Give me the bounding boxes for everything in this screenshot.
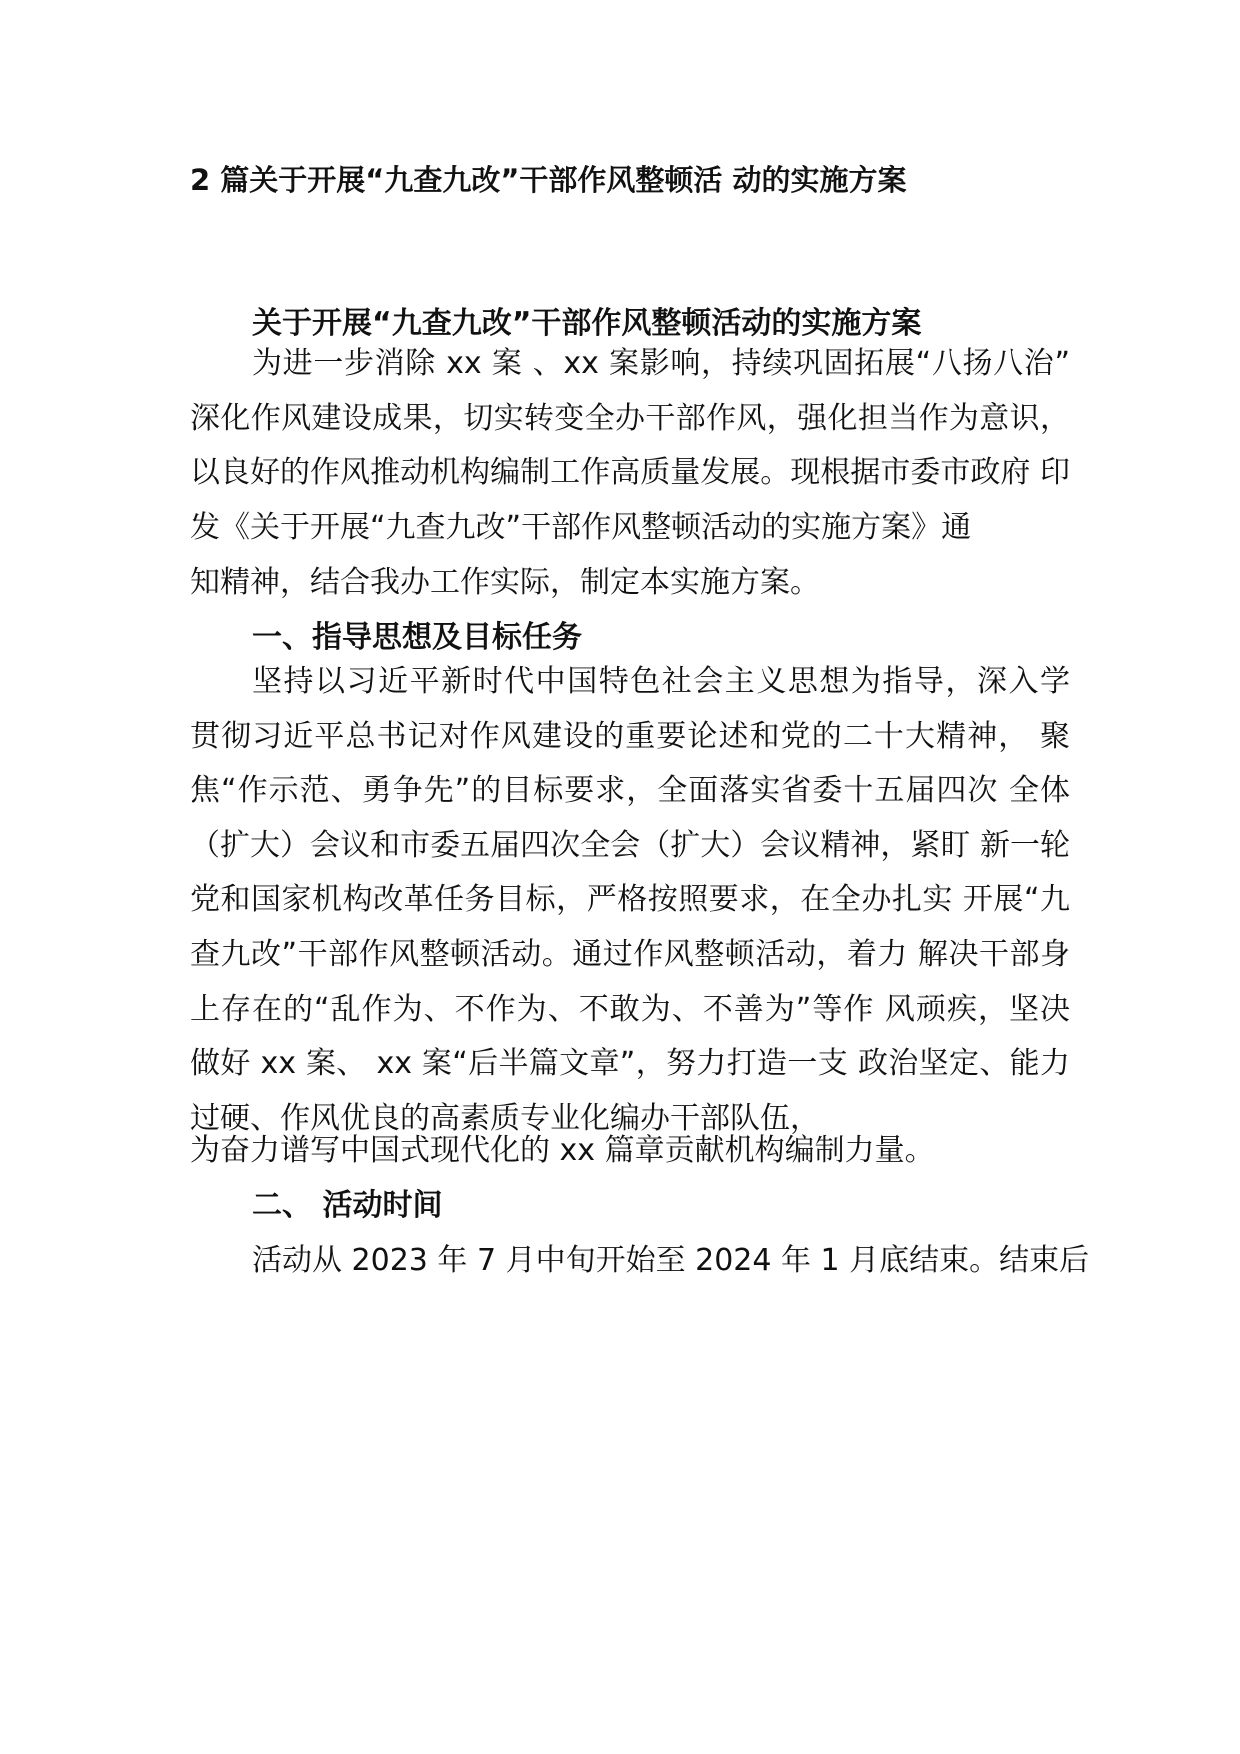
intro-paragraph: 为进一步消除 xx 案 、xx 案影响，持续巩固拓展“八扬八治” 深化作风建设成果，切实转变全办干部作风，强化担当作为意识， 以良好的作风推动机构编制工作高质量发展。现根据市委市政府 印发《关于开展“九查九改”干部作风整顿活动的实施方案》通: [190, 346, 1070, 545]
plan-title: 关于开展“九查九改”干部作风整顿活动的实施方案: [252, 306, 922, 341]
section-1-paragraph: 坚持以习近平新时代中国特色社会主义思想为指导，深入学 贯彻习近平总书记对作风建设的重要论述和党的二十大精神， 聚焦“作示范、勇争先”的目标要求，全面落实省委十五届四次 全体（扩大）会议和市委五届四次全会（扩大）会议精神，紧盯 新一轮党和国家机构改革任务目标，严格按照要求，在全办扎实 开展“九查九改”干部作风整顿活动。通过作风整顿活动，着力 解决干部身上存在的“乱作为、不作为、不敢为、不善为”等作 风顽疾，坚决做好 xx 案、 xx 案“后半篇文章”，努力打造一支 政治坚定、能力过硬、作风优良的高素质专业化编办干部队伍，: [190, 664, 1070, 1136]
document-title: 2 篇关于开展“九查九改”干部作风整顿活 动的实施方案: [190, 163, 907, 197]
section-2-heading: 二、 活动时间: [252, 1188, 443, 1223]
section-1-heading: 一、指导思想及目标任务: [252, 620, 582, 655]
intro-continuation: 知精神，结合我办工作实际，制定本实施方案。: [190, 565, 820, 600]
section-1-continuation: 为奋力谱写中国式现代化的 xx 篇章贡献机构编制力量。: [190, 1133, 935, 1168]
section-2-line: 活动从 2023 年 7 月中旬开始至 2024 年 1 月底结束。结束后: [252, 1243, 1090, 1278]
